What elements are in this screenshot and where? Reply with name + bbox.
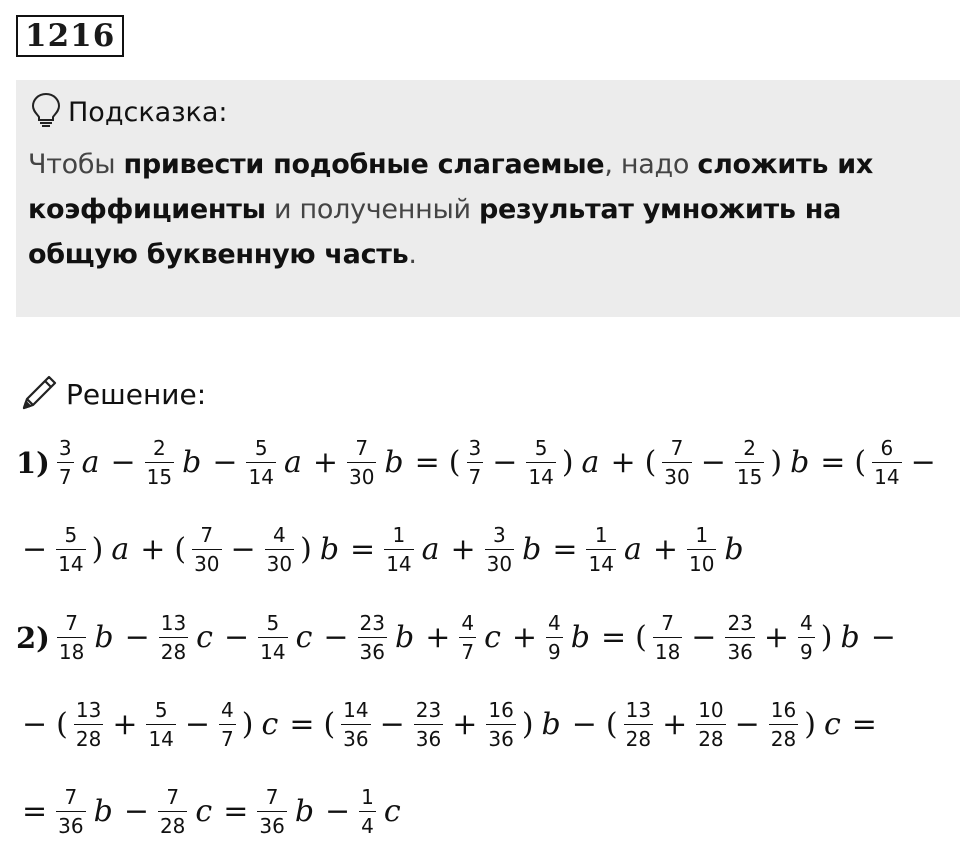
solution-line	[16, 786, 406, 837]
operator: +	[452, 707, 478, 742]
variable: b	[790, 445, 810, 480]
denominator: 14	[258, 637, 287, 663]
denominator: 28	[769, 724, 798, 750]
denominator: 30	[192, 549, 221, 575]
variable: a	[111, 532, 130, 567]
fraction	[145, 437, 174, 488]
operator: −	[691, 620, 717, 655]
fraction	[384, 524, 413, 575]
operator: −	[230, 532, 256, 567]
variable: a	[283, 445, 302, 480]
hint-text-segment: Чтобы	[28, 149, 124, 180]
fraction	[467, 437, 484, 488]
denominator: 9	[546, 637, 563, 663]
operator: −	[22, 707, 48, 742]
solution-line	[16, 524, 749, 575]
numerator: 4	[800, 611, 813, 635]
denominator: 14	[56, 549, 85, 575]
numerator: 6	[880, 436, 894, 460]
operator: +	[112, 707, 138, 742]
solution-title: Решение:	[66, 377, 207, 411]
variable: b	[522, 532, 542, 567]
numerator: 14	[343, 698, 369, 722]
fraction	[359, 786, 376, 837]
variable: a	[81, 445, 100, 480]
variable: c	[295, 620, 313, 655]
numerator: 13	[625, 698, 652, 722]
operator: =	[289, 707, 315, 742]
hint-title: Подсказка:	[68, 96, 228, 128]
item-label: 1)	[16, 445, 50, 480]
fraction	[725, 612, 754, 663]
denominator: 4	[359, 811, 376, 837]
parenthesis: (	[644, 445, 657, 480]
denominator: 14	[872, 462, 901, 488]
variable: b	[570, 620, 590, 655]
denominator: 14	[384, 549, 413, 575]
denominator: 36	[358, 637, 387, 663]
numerator: 7	[200, 523, 214, 547]
numerator: 13	[160, 611, 187, 635]
numerator: 3	[58, 436, 72, 460]
numerator: 1	[361, 785, 374, 809]
denominator: 14	[246, 462, 275, 488]
parenthesis: (	[854, 445, 867, 480]
denominator: 30	[347, 462, 376, 488]
denominator: 7	[467, 462, 484, 488]
parenthesis: (	[174, 532, 187, 567]
fraction	[358, 612, 387, 663]
hint-text-segment: и полученный	[265, 194, 479, 225]
hint-emphasis: привести подобные слагаемые	[123, 149, 605, 180]
hint-text-segment: .	[408, 239, 417, 270]
denominator: 18	[653, 637, 682, 663]
numerator: 7	[670, 436, 684, 460]
numerator: 3	[468, 436, 482, 460]
hint-emphasis: сложить их коэффициенты	[28, 149, 873, 225]
variable: b	[182, 445, 202, 480]
hint-text	[28, 142, 928, 277]
operator: −	[571, 707, 597, 742]
variable: b	[394, 620, 415, 655]
operator: −	[323, 620, 349, 655]
denominator: 28	[74, 724, 103, 750]
variable: b	[319, 532, 340, 567]
fraction	[662, 437, 691, 488]
numerator: 7	[64, 785, 78, 809]
operator: =	[820, 445, 846, 480]
numerator: 5	[154, 698, 168, 722]
fraction	[586, 524, 615, 575]
operator: +	[652, 532, 678, 567]
fraction	[265, 524, 294, 575]
variable: c	[484, 620, 501, 655]
numerator: 1	[392, 523, 406, 547]
fraction	[486, 699, 515, 750]
hint-text-segment: , надо	[604, 149, 698, 180]
solution-line	[16, 612, 902, 663]
denominator: 14	[146, 724, 175, 750]
fraction	[257, 786, 286, 837]
numerator: 23	[727, 611, 753, 635]
denominator: 14	[526, 462, 555, 488]
numerator: 13	[75, 698, 102, 722]
variable: b	[840, 620, 860, 655]
numerator: 16	[488, 698, 514, 722]
fraction	[57, 437, 74, 488]
numerator: 5	[64, 523, 78, 547]
variable: b	[541, 707, 561, 742]
denominator: 36	[341, 724, 370, 750]
numerator: 23	[415, 698, 442, 722]
fraction	[258, 612, 287, 663]
variable: a	[623, 532, 642, 567]
fraction	[687, 524, 716, 575]
fraction	[74, 699, 103, 750]
operator: −	[212, 445, 238, 480]
operator: +	[450, 532, 476, 567]
lightbulb-icon	[30, 92, 62, 132]
operator: −	[734, 707, 760, 742]
variable: b	[294, 794, 315, 829]
operator: +	[763, 620, 790, 655]
operator: −	[223, 620, 250, 655]
hint-header	[30, 94, 228, 130]
denominator: 7	[459, 637, 476, 663]
parenthesis: (	[605, 707, 618, 742]
numerator: 7	[265, 785, 279, 809]
numerator: 2	[743, 436, 756, 460]
fraction	[146, 699, 175, 750]
numerator: 2	[153, 436, 166, 460]
numerator: 5	[534, 436, 548, 460]
variable: c	[261, 707, 279, 742]
operator: +	[425, 620, 451, 655]
fraction	[735, 437, 764, 488]
solution-line	[16, 437, 942, 488]
numerator: 7	[661, 611, 674, 635]
denominator: 18	[57, 637, 86, 663]
denominator: 30	[485, 549, 514, 575]
denominator: 28	[696, 724, 725, 750]
denominator: 7	[219, 724, 236, 750]
fraction	[192, 524, 221, 575]
operator: +	[312, 445, 338, 480]
problem-number: 1216	[16, 15, 124, 57]
operator: =	[350, 532, 376, 567]
operator: =	[600, 620, 627, 655]
operator: =	[414, 445, 440, 480]
numerator: 4	[548, 611, 561, 635]
parenthesis: )	[561, 445, 574, 480]
fraction	[414, 699, 443, 750]
variable: a	[581, 445, 600, 480]
numerator: 4	[221, 698, 234, 722]
parenthesis: (	[56, 707, 68, 742]
numerator: 4	[273, 523, 286, 547]
fraction	[459, 612, 476, 663]
parenthesis: (	[323, 707, 336, 742]
variable: b	[94, 620, 114, 655]
denominator: 28	[158, 811, 187, 837]
variable: b	[93, 794, 113, 829]
operator: −	[22, 532, 48, 567]
variable: b	[384, 445, 404, 480]
operator: =	[851, 707, 877, 742]
fraction	[57, 612, 86, 663]
numerator: 4	[461, 611, 475, 635]
numerator: 7	[166, 785, 180, 809]
operator: +	[610, 445, 636, 480]
parenthesis: (	[448, 445, 461, 480]
variable: b	[724, 532, 744, 567]
operator: +	[511, 620, 538, 655]
numerator: 23	[359, 611, 385, 635]
pencil-icon	[18, 370, 62, 418]
denominator: 28	[159, 637, 188, 663]
denominator: 36	[257, 811, 286, 837]
denominator: 36	[725, 637, 754, 663]
fraction	[246, 437, 275, 488]
fraction	[56, 786, 85, 837]
fraction	[341, 699, 370, 750]
denominator: 15	[145, 462, 174, 488]
parenthesis: )	[91, 532, 104, 567]
operator: −	[492, 445, 518, 480]
denominator: 36	[56, 811, 85, 837]
operator: +	[662, 707, 688, 742]
operator: +	[140, 532, 166, 567]
parenthesis: (	[635, 620, 647, 655]
fraction	[219, 699, 236, 750]
denominator: 36	[414, 724, 443, 750]
operator: =	[22, 794, 48, 829]
operator: −	[110, 445, 136, 480]
operator: −	[123, 794, 149, 829]
variable: c	[196, 620, 213, 655]
operator: −	[325, 794, 351, 829]
fraction	[653, 612, 682, 663]
numerator: 7	[355, 436, 369, 460]
operator: −	[124, 620, 150, 655]
fraction	[872, 437, 901, 488]
fraction	[624, 699, 653, 750]
solution-line	[16, 699, 883, 750]
denominator: 10	[687, 549, 716, 575]
fraction	[56, 524, 85, 575]
operator: −	[910, 445, 936, 480]
parenthesis: )	[300, 532, 312, 567]
numerator: 1	[594, 523, 608, 547]
operator: −	[870, 620, 896, 655]
numerator: 1	[695, 523, 709, 547]
denominator: 9	[798, 637, 815, 663]
fraction	[769, 699, 798, 750]
item-label: 2)	[16, 620, 50, 655]
denominator: 7	[57, 462, 74, 488]
fraction	[526, 437, 555, 488]
denominator: 30	[265, 549, 294, 575]
denominator: 15	[735, 462, 764, 488]
operator: −	[700, 445, 726, 480]
numerator: 3	[493, 523, 506, 547]
variable: c	[823, 707, 841, 742]
solution-header	[18, 372, 206, 416]
variable: a	[421, 532, 440, 567]
operator: =	[223, 794, 249, 829]
parenthesis: )	[804, 707, 816, 742]
numerator: 5	[254, 436, 268, 460]
operator: =	[552, 532, 578, 567]
variable: c	[383, 794, 401, 829]
fraction	[347, 437, 376, 488]
parenthesis: )	[241, 707, 254, 742]
parenthesis: )	[521, 707, 534, 742]
denominator: 30	[662, 462, 691, 488]
operator: −	[184, 707, 211, 742]
fraction	[159, 612, 188, 663]
numerator: 7	[65, 611, 78, 635]
hint-emphasis: результат умножить на общую буквенную часть	[28, 194, 842, 270]
numerator: 16	[770, 698, 797, 722]
variable: c	[195, 794, 213, 829]
denominator: 36	[486, 724, 515, 750]
fraction	[798, 612, 815, 663]
fraction	[485, 524, 514, 575]
numerator: 5	[266, 611, 280, 635]
numerator: 10	[698, 698, 724, 722]
denominator: 28	[624, 724, 653, 750]
fraction	[696, 699, 725, 750]
parenthesis: )	[770, 445, 783, 480]
hint-box	[16, 80, 960, 317]
denominator: 14	[586, 549, 615, 575]
fraction	[158, 786, 187, 837]
fraction	[546, 612, 563, 663]
operator: −	[379, 707, 405, 742]
parenthesis: )	[820, 620, 833, 655]
